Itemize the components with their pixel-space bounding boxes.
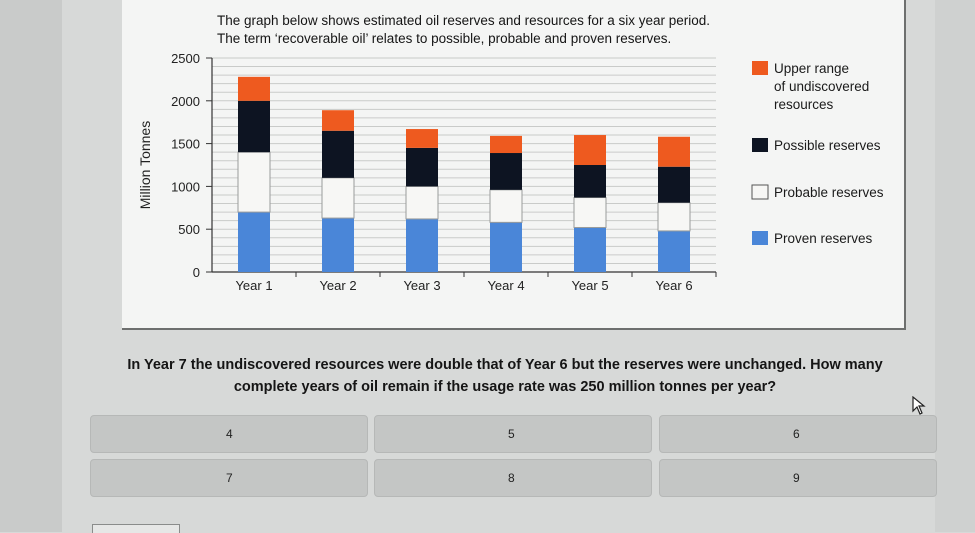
legend-label: resources [774, 97, 834, 112]
answer-option-label: 9 [793, 471, 800, 485]
answer-option-6[interactable] [659, 415, 937, 453]
bar-segment-proven [322, 218, 354, 272]
bar-segment-possible [490, 153, 522, 190]
legend-label: Upper range [774, 61, 850, 76]
cursor-arrow-icon [912, 396, 928, 416]
y-tick-label: 1000 [171, 179, 200, 195]
answer-option-label: 8 [508, 471, 515, 485]
bar-segment-possible [322, 131, 354, 178]
answer-option-8[interactable] [374, 459, 652, 497]
answer-option-7[interactable] [90, 459, 368, 497]
x-tick-label: Year 2 [319, 278, 357, 293]
y-tick-label: 2000 [171, 93, 200, 109]
legend-label: Possible reserves [774, 138, 881, 153]
legend-swatch [752, 185, 768, 199]
legend-swatch [752, 231, 768, 245]
x-tick-label: Year 6 [655, 278, 693, 293]
bar-segment-proven [490, 222, 522, 272]
answer-option-9[interactable] [659, 459, 937, 497]
bar-segment-undiscovered [574, 135, 606, 165]
answer-option-label: 7 [226, 471, 233, 485]
legend-swatch [752, 61, 768, 75]
answer-option-4[interactable] [90, 415, 368, 453]
bar-segment-probable [658, 203, 690, 231]
question-line-1: In Year 7 the undiscovered resources were double that of Year 6 but the reserves were unchanged. How many [127, 357, 883, 373]
question-line-2: complete years of oil remain if the usage rate was 250 million tonnes per year? [233, 379, 777, 395]
bar-segment-undiscovered [490, 136, 522, 153]
bar-segment-proven [574, 227, 606, 272]
bar-segment-undiscovered [658, 137, 690, 167]
chart-description-line-2: The term ‘recoverable oil’ relates to possible, probable and proven reserves. [217, 31, 672, 46]
bar-segment-possible [406, 148, 438, 187]
legend-label: Proven reserves [774, 231, 873, 246]
x-tick-label: Year 5 [571, 278, 609, 293]
bar-segment-possible [658, 167, 690, 203]
y-axis-label: Million Tonnes [137, 120, 153, 210]
answer-option-label: 5 [508, 427, 515, 441]
bar-segment-possible [238, 101, 270, 152]
legend-label: Probable reserves [774, 185, 884, 200]
bar-segment-proven [406, 219, 438, 272]
bar-segment-undiscovered [322, 110, 354, 131]
bar-segment-undiscovered [406, 129, 438, 148]
x-tick-label: Year 1 [235, 278, 273, 293]
bar-segment-possible [574, 165, 606, 198]
bar-segment-proven [238, 212, 270, 272]
bar-segment-probable [490, 190, 522, 223]
question-text [60, 354, 950, 398]
bar-segment-probable [574, 198, 606, 228]
x-tick-label: Year 3 [403, 278, 441, 293]
bar-segment-undiscovered [238, 77, 270, 101]
y-tick-label: 500 [178, 222, 200, 238]
bar-segment-probable [238, 152, 270, 212]
y-tick-label: 0 [192, 265, 200, 280]
y-tick-label: 1500 [171, 136, 200, 152]
legend-swatch [752, 138, 768, 152]
answer-option-label: 4 [226, 427, 233, 441]
legend-label: of undiscovered [774, 79, 870, 94]
x-tick-label: Year 4 [487, 278, 525, 293]
bar-segment-proven [658, 231, 690, 272]
y-tick-label: 2500 [171, 51, 200, 66]
answer-option-label: 6 [793, 427, 800, 441]
bar-segment-probable [406, 186, 438, 219]
answer-option-5[interactable] [374, 415, 652, 453]
chart-description-line-1: The graph below shows estimated oil reserves and resources for a six year period. [217, 13, 710, 28]
bar-segment-probable [322, 178, 354, 218]
